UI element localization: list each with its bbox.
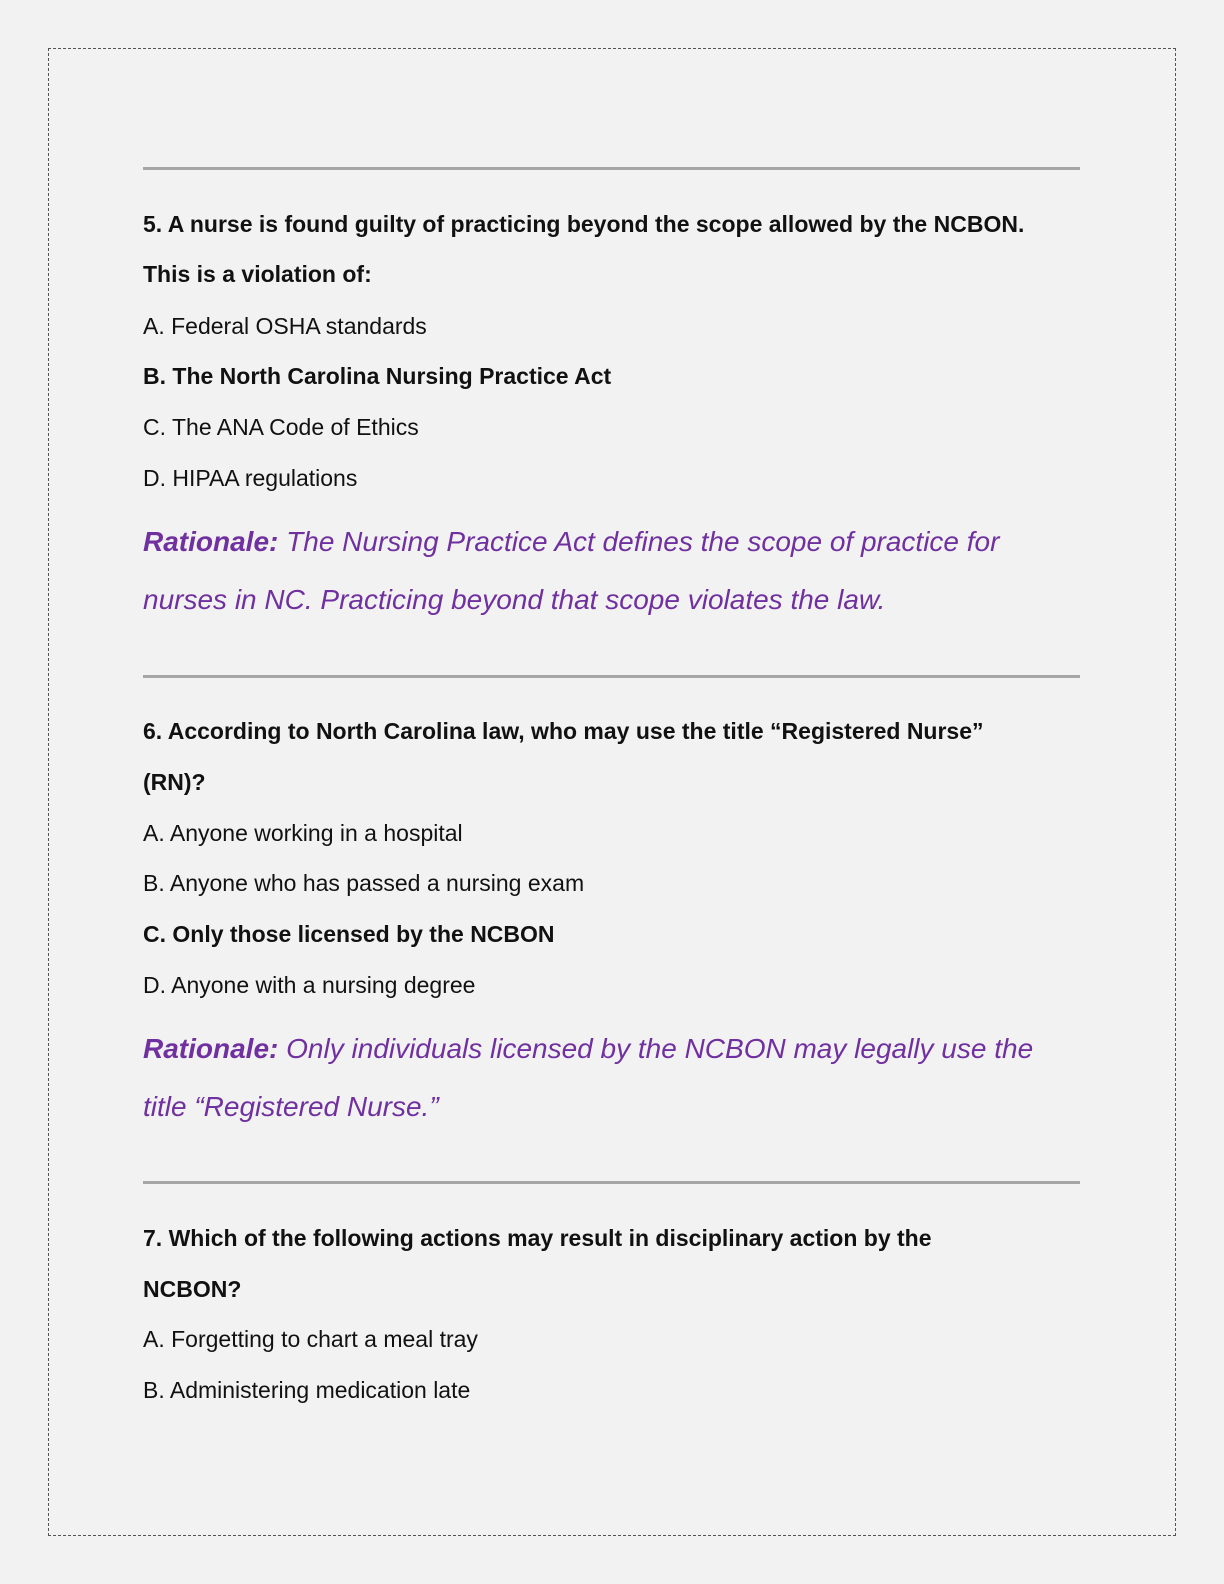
rationale-label: Rationale:: [143, 1033, 279, 1064]
rationale-text: Only individuals licensed by the NCBON may legally use the: [278, 1033, 1034, 1064]
section-divider: [143, 675, 1080, 678]
question-7-text: 7. Which of the following actions may result in disciplinary action by the: [143, 1225, 932, 1251]
question-5-rationale-continued: nurses in NC. Practicing beyond that scope violates the law.: [143, 584, 886, 615]
question-5-option-b-correct: B. The North Carolina Nursing Practice Act: [143, 363, 612, 389]
question-6-option-c-correct: C. Only those licensed by the NCBON: [143, 921, 555, 947]
question-5-text-continued: This is a violation of:: [143, 261, 372, 287]
rationale-text: The Nursing Practice Act defines the scope of practice for: [278, 526, 1000, 557]
question-7-text-continued: NCBON?: [143, 1276, 242, 1302]
question-5-text: 5. A nurse is found guilty of practicing beyond the scope allowed by the NCBON.: [143, 211, 1025, 237]
question-5-option-c: C. The ANA Code of Ethics: [143, 414, 419, 440]
question-6-option-b: B. Anyone who has passed a nursing exam: [143, 870, 585, 896]
question-6-text-continued: (RN)?: [143, 769, 206, 795]
question-6-text: 6. According to North Carolina law, who may use the title “Registered Nurse”: [143, 718, 984, 744]
rationale-label: Rationale:: [143, 526, 279, 557]
question-7-option-b: B. Administering medication late: [143, 1377, 471, 1403]
question-6-rationale-continued: title “Registered Nurse.”: [143, 1091, 439, 1122]
section-divider: [143, 167, 1080, 170]
question-6-option-a: A. Anyone working in a hospital: [143, 820, 463, 846]
question-5-option-a: A. Federal OSHA standards: [143, 313, 427, 339]
question-5-option-d: D. HIPAA regulations: [143, 465, 358, 491]
question-7-option-a: A. Forgetting to chart a meal tray: [143, 1326, 478, 1352]
question-6-option-d: D. Anyone with a nursing degree: [143, 972, 476, 998]
question-5-rationale: [143, 524, 1103, 560]
section-divider: [143, 1181, 1080, 1184]
question-6-rationale: [143, 1031, 1103, 1067]
